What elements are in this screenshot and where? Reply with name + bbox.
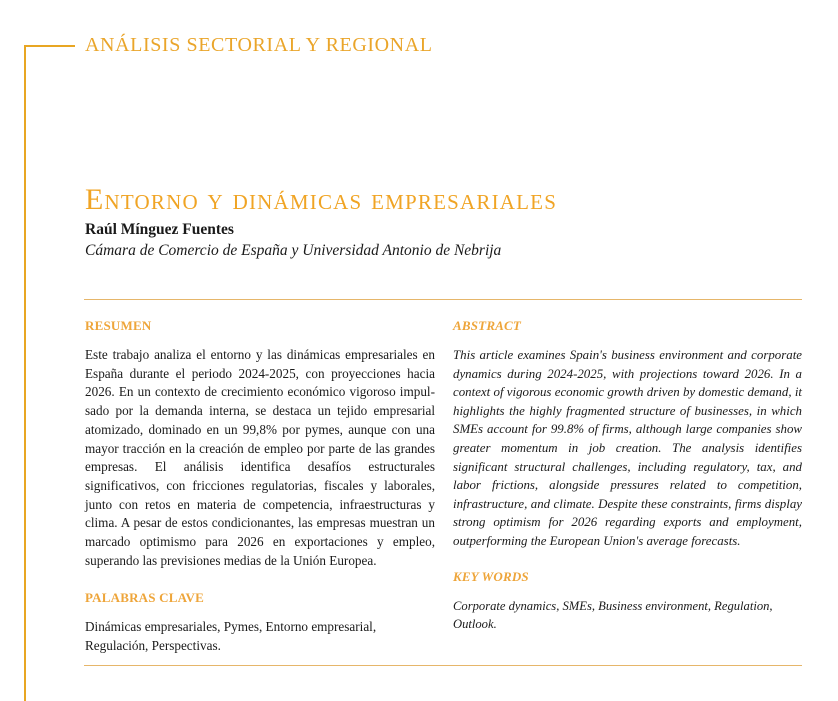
key-words-text: Corporate dynamics, SMEs, Business environment, Regulation, Outlook.	[453, 598, 773, 632]
palabras-clave-heading: PALABRAS CLAVE	[85, 590, 204, 606]
resumen-text: Este trabajo analiza el entorno y las dinámicas empresariales en España durante el periodo 2024-2025, con proyecciones hacia 2026. En un contexto de crecimiento económico vigoroso impulsado por la demanda interna, se destaca un tejido empresarial atomizado, dominado en un 99,8% por pymes, aunque con una mayor tracción en la creación de empleo por parte de las grandes empresas. El análisis identifica desafíos estructurales significativos, con fricciones regulatorias, fiscales y laborales, junto con retos en materia de competencia, infraestructuras y clima. A pesar de estos condicionantes, las empresas muestran un marcado optimismo para 2026 en exportaciones y empleo, superando las previsiones medias de la Unión Europea.	[85, 347, 435, 568]
section-label: ANÁLISIS SECTORIAL Y REGIONAL	[85, 34, 433, 56]
english-column	[453, 318, 802, 634]
resumen-heading: RESUMEN	[85, 318, 152, 333]
divider-bottom	[84, 665, 802, 666]
key-words-heading: KEY WORDS	[453, 568, 529, 584]
header-bracket-rule	[24, 45, 75, 47]
abstract-heading: ABSTRACT	[453, 318, 522, 333]
abstract-text: This article examines Spain's business environment and corporate dynamics during 2024-2025, with projections toward 2026. In a context of vigorous economic growth driven by domestic demand, it highlights the highly fragmented structure of businesses, in which SMEs account for 99.8% of firms, although large companies show greater momentum in job creation. The analysis identifies significant structural challenges, including regulatory, tax, and labor frictions, alongside pressures related to competition, infrastructure, and climate. Despite these constraints, firms display strong optimism for 2026 regarding exports and employment, outperforming the European Union's average forecasts.	[453, 348, 802, 548]
author-name: Raúl Mínguez Fuentes	[85, 221, 234, 238]
spanish-column	[85, 318, 435, 656]
article-title: Entorno y dinámicas empresariales	[85, 183, 558, 217]
author-affiliation: Cámara de Comercio de España y Universidad Antonio de Nebrija	[85, 242, 502, 259]
divider-top	[84, 299, 802, 300]
left-margin-rule	[24, 45, 26, 701]
palabras-clave-text: Dinámicas empresariales, Pymes, Entorno empresarial, Regulación, Perspectivas.	[85, 619, 377, 654]
